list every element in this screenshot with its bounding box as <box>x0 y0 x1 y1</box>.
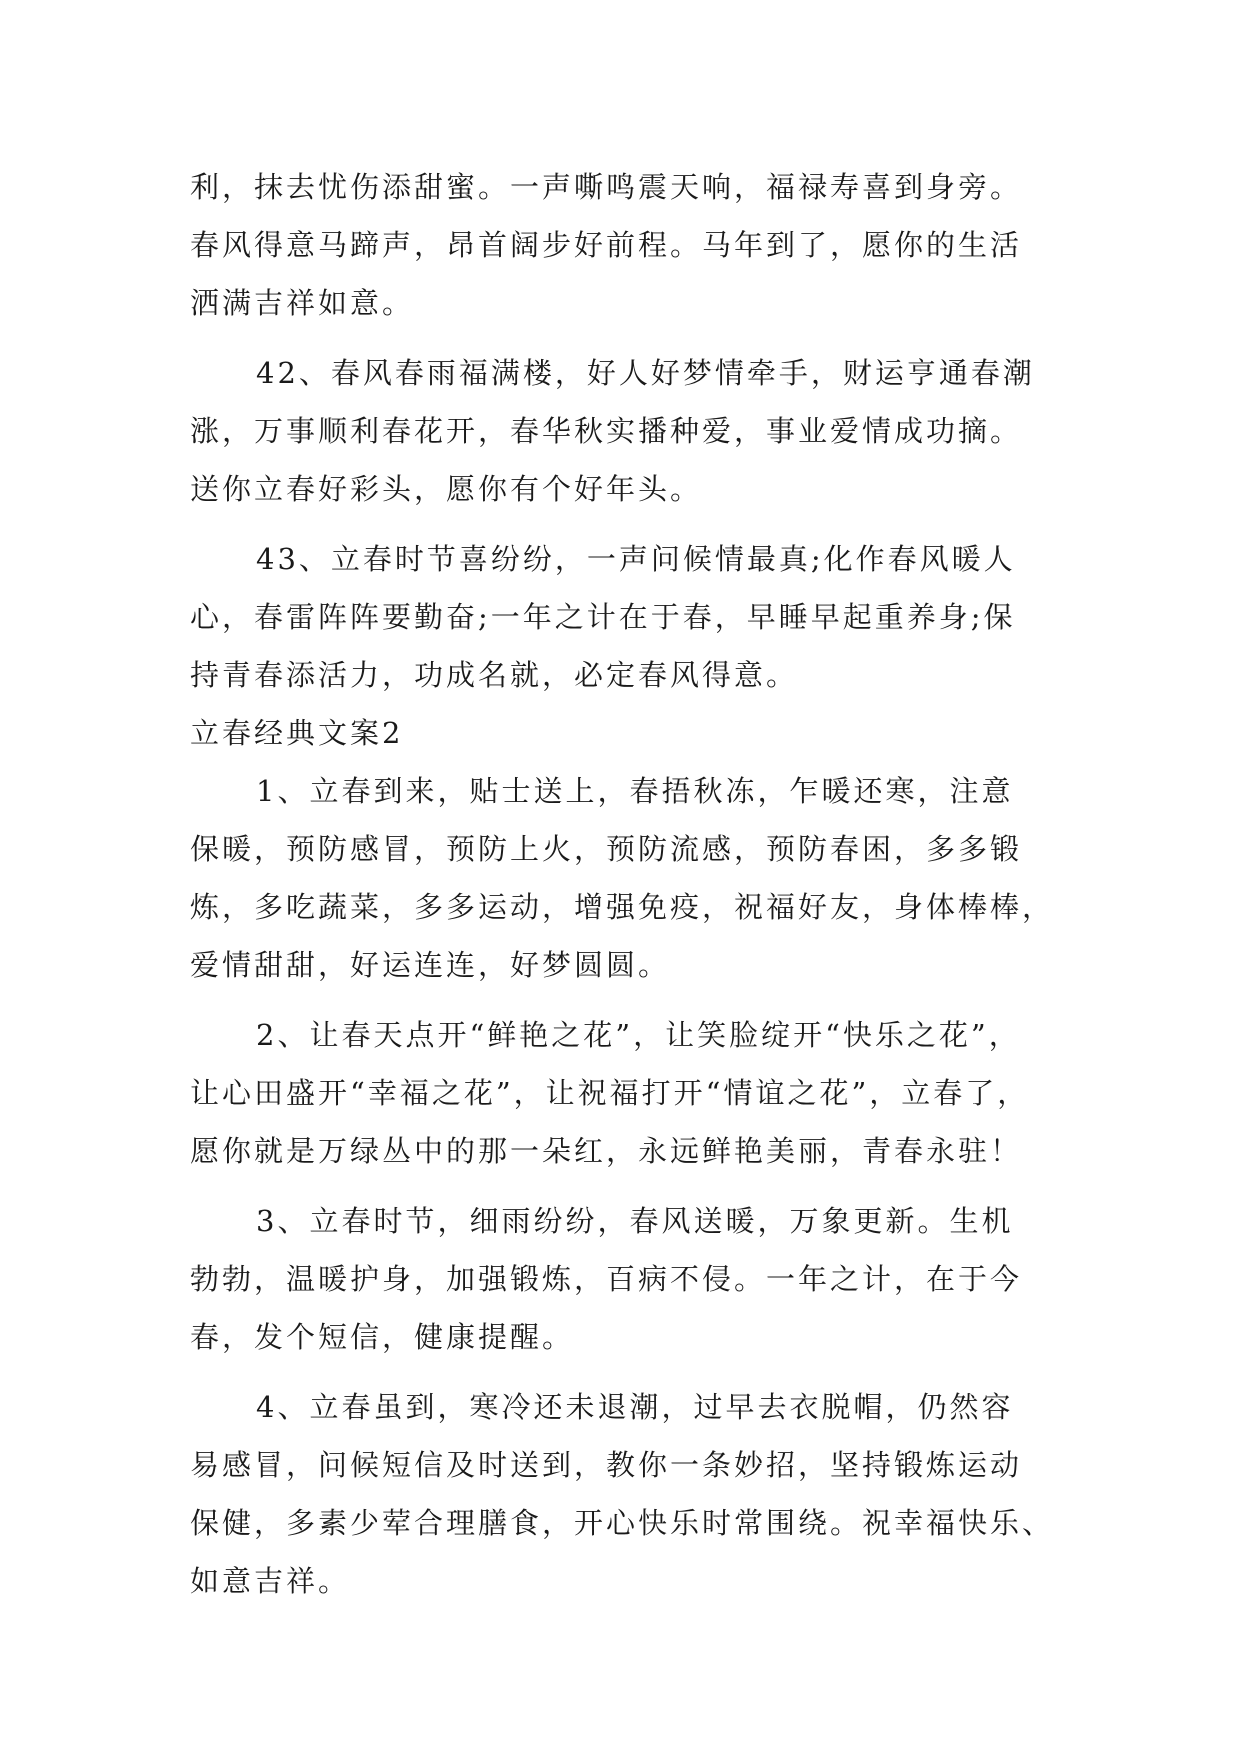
text-line: 3、立春时节，细雨纷纷，春风送暖，万象更新。生机 <box>256 1204 1014 1238</box>
text-line: 心，春雷阵阵要勤奋;一年之计在于春，早睡早起重养身;保 <box>190 600 1016 634</box>
text-line: 爱情甜甜，好运连连，好梦圆圆。 <box>190 948 671 982</box>
section-paragraph-3 <box>190 1192 1060 1366</box>
text-line: 洒满吉祥如意。 <box>190 286 415 320</box>
section-title: 立春经典文案2 <box>190 716 404 750</box>
text-line: 涨，万事顺利春花开，春华秋实播种爱，事业爱情成功摘。 <box>190 414 1023 448</box>
text-line: 持青春添活力，功成名就，必定春风得意。 <box>190 658 799 692</box>
text-line: 愿你就是万绿丛中的那一朵红，永远鲜艳美丽，青春永驻！ <box>190 1134 1023 1168</box>
text-line: 春风得意马蹄声，昂首阔步好前程。马年到了，愿你的生活 <box>190 228 1023 262</box>
section-paragraph-2 <box>190 1006 1060 1180</box>
section-paragraph-4 <box>190 1378 1060 1610</box>
text-line: 利，抹去忧伤添甜蜜。一声嘶鸣震天响，福禄寿喜到身旁。 <box>190 170 1023 204</box>
text-line: 炼，多吃蔬菜，多多运动，增强免疫，祝福好友，身体棒棒， <box>190 890 1055 924</box>
text-line: 保暖，预防感冒，预防上火，预防流感，预防春困，多多锻 <box>190 832 1023 866</box>
text-line: 春，发个短信，健康提醒。 <box>190 1320 575 1354</box>
paragraph-42 <box>190 344 1060 518</box>
text-line: 易感冒，问候短信及时送到，教你一条妙招，坚持锻炼运动 <box>190 1448 1023 1482</box>
text-line: 送你立春好彩头，愿你有个好年头。 <box>190 472 703 506</box>
paragraph-41-continued <box>190 158 1060 332</box>
paragraph-43 <box>190 530 1060 704</box>
text-line: 42、春风春雨福满楼，好人好梦情牵手，财运亨通春潮 <box>256 356 1035 390</box>
text-line: 保健，多素少荤合理膳食，开心快乐时常围绕。祝幸福快乐、 <box>190 1506 1055 1540</box>
text-line: 如意吉祥。 <box>190 1564 351 1598</box>
section-paragraph-1 <box>190 762 1060 994</box>
text-line: 让心田盛开“幸福之花”，让祝福打开“情谊之花”，立春了， <box>190 1076 1030 1110</box>
text-line: 4、立春虽到，寒冷还未退潮，过早去衣脱帽，仍然容 <box>256 1390 1014 1424</box>
text-line: 勃勃，温暖护身，加强锻炼，百病不侵。一年之计，在于今 <box>190 1262 1023 1296</box>
text-line: 43、立春时节喜纷纷，一声问候情最真;化作春风暖人 <box>256 542 1016 576</box>
text-line: 1、立春到来，贴士送上，春捂秋冻，乍暖还寒，注意 <box>256 774 1014 808</box>
text-line: 2、让春天点开“鲜艳之花”，让笑脸绽开“快乐之花”， <box>256 1018 1021 1052</box>
document-body <box>190 158 1060 1610</box>
